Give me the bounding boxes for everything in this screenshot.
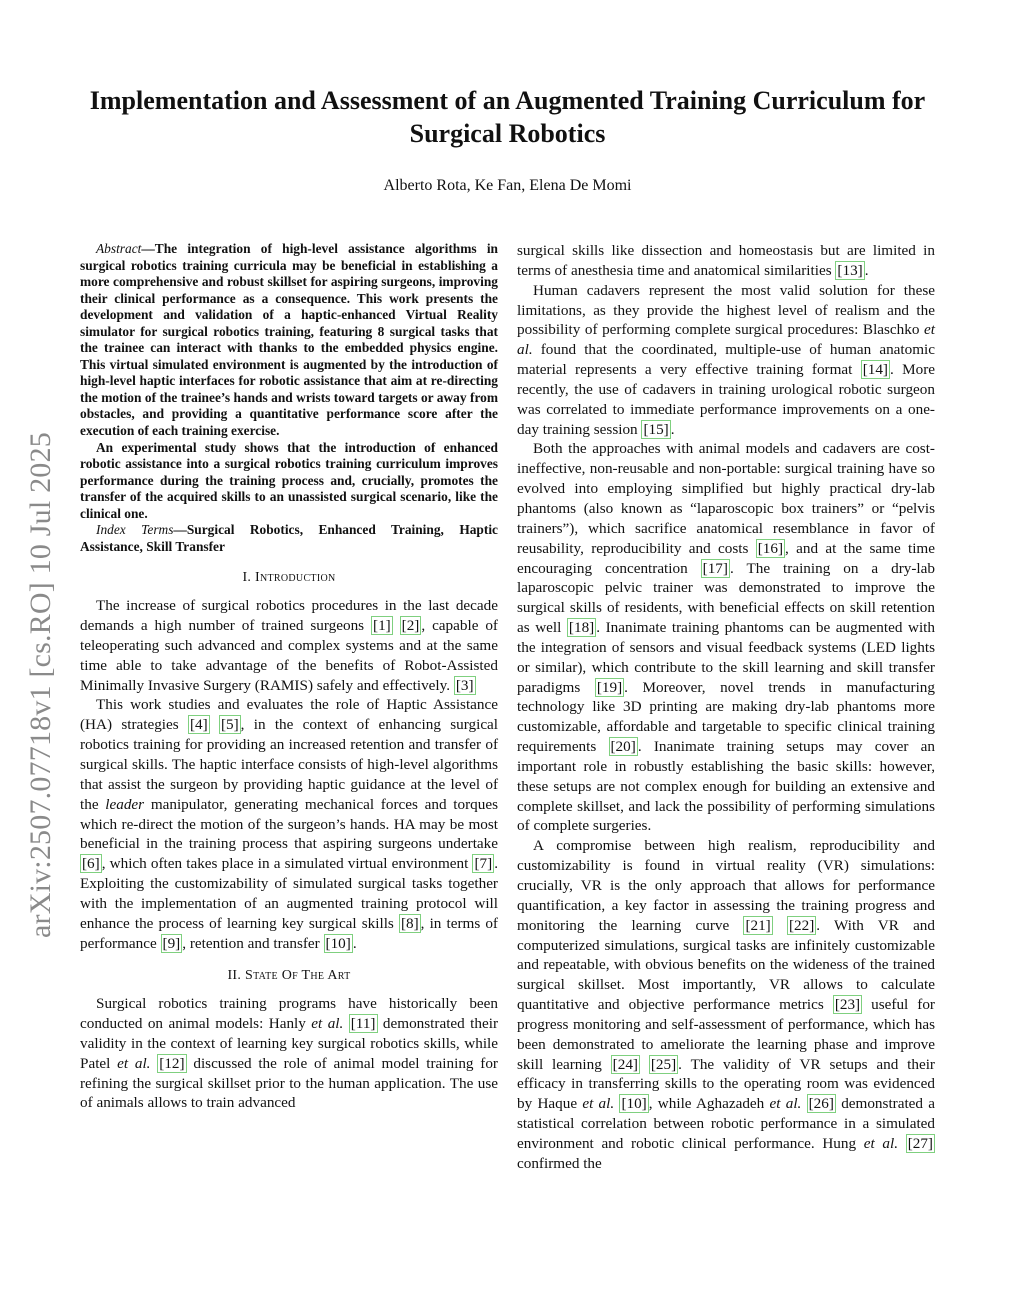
citation-link[interactable]: [10] [621,1095,647,1113]
citation-link[interactable]: [2] [401,617,420,635]
abstract [80,241,498,555]
intro-paragraph-2: This work studies and evaluates the role of Haptic Assistance (HA) strategies [4] [5] , in the context of enhancing surgical robotics training for providing an increased retention and transfer of surgical skills. The haptic interface consists of high-level algorithms that assist the surgeon by providing haptic guidance at the level of the leader manipulator, generating mechanical forces and torques which re-direct the motion of the surgeon’s hands. HA may be most beneficial in the training process that aspiring surgeons undertake [6] , which often takes place in a simulated virtual environment [7] . Exploiting the customizability of simulated surgical tasks together with the implementation of an augmented training protocol will enhance the process of learning key surgical skills [8] , in terms of performance [9] , retention and transfer [10] . [80,696,499,952]
sota-paragraph-4: A compromise between high realism, reproducibility and customizability is found in virtual reality (VR) simulations: crucially, VR is the only approach that allows for performance quantification, a key factor in assessing the training progress and monitoring the learning curve [21] [22] . With VR and computerized simulations, surgical tasks are infinitely customizable and repeatable, with obvious benefits on the wideness of the trained surgical skillset. Most importantly, VR allows to calculate quantitative and objective performance metrics [23] useful for progress monitoring and self-assessment of performance, which has been demonstrated to ameliorate the learning phase and improve skill learning [24] [25] . The validity of VR setups and their efficacy in transferring skills to the operating room was evidenced by Haque et al. [10] , while Aghazadeh et al. [26] demonstrated a statistical correlation between robotic performance in a simulated environment and robotic clinical performance. Hung et al. [27] confirmed the [517,837,936,1172]
citation-link[interactable]: [19] [596,678,623,696]
citation-link[interactable]: [6] [82,855,100,873]
citation-link[interactable]: [4] [189,716,208,734]
citation-link[interactable]: [1] [373,617,391,635]
left-column [80,241,498,1113]
citation-link[interactable]: [18] [568,619,595,637]
citation-link[interactable]: [24] [612,1055,638,1073]
citation-link[interactable]: [5] [220,716,239,734]
citation-link[interactable]: [15] [643,420,669,438]
section-heading-state-of-the-art: II. State Of The Art [227,968,351,984]
paper-authors: Alberto Rota, Ke Fan, Elena De Momi [383,177,632,194]
abstract-text: —The integration of high-level assistance algorithms in surgical robotics training curricula may be beneficial in establishing a more comprehensive and robust skillset for aspiring surgeons, improving their clinical performance as a consequence. This work presents the development and validation of a haptic-enhanced Virtual Reality simulator for surgical robotics training, featuring 8 surgical tasks that the trainee can interact with thanks to the embedded physics engine. This virtual simulated environment is augmented by the introduction of high-level haptic interfaces for robotic assistance that aim at re-directing the motion of the trainee’s hands and wrists toward targets or away from obstacles, and providing a quantitative performance score after the execution of each training exercise. [80,241,498,439]
citation-link[interactable]: [26] [808,1095,834,1113]
citation-link[interactable]: [8] [400,914,419,932]
citation-link[interactable]: [14] [862,361,888,379]
citation-link[interactable]: [23] [834,996,861,1014]
arxiv-identifier: arXiv:2507.07718v1 [cs.RO] 10 Jul 2025 [24,432,57,938]
citation-link[interactable]: [10] [325,934,351,952]
citation-link[interactable]: [12] [159,1054,185,1072]
citation-link[interactable]: [11] [350,1015,376,1033]
citation-link[interactable]: [7] [474,855,493,873]
citation-link[interactable]: [27] [907,1134,933,1152]
intro-paragraph-1: The increase of surgical robotics procedures in the last decade demands a high number of trained surgeons [1] [2] , capable of teleoperating such advanced and complex systems and at the same time able to take advantage of the benefits of Robot-Assisted Minimally Invasive Surgery (RAMIS) safely and effectively. [3] [80,597,498,694]
sota-paragraph-2: Human cadavers represent the most valid solution for these limitations, as they provide the highest level of realism and the possibility of performing complete surgical procedures: Blaschko et al. found that the coordinated, multiple-use of human anatomic material represents a very effective training format [14] . More recently, the use of cadavers in training urological robotic surgeon was correlated to immediate performance improvements on a one-day training session [15] . [517,281,935,438]
citation-link[interactable]: [3] [455,676,474,694]
index-terms-text: —Surgical Robotics, Enhanced Training, Haptic Assistance, Skill Transfer [80,522,499,554]
citation-link[interactable]: [20] [610,738,636,756]
abstract-text-2: An experimental study shows that the introduction of enhanced robotic assistance into a surgical robotics training curriculum improves performance during the training process and, crucially, promotes the transfer of the acquired skills to an unassisted surgical scenario, like the clinical one. [80,439,498,521]
index-terms-label: Index Terms [96,522,174,538]
citation-link[interactable]: [22] [788,916,815,934]
sota-paragraph-1: Surgical robotics training programs have historically been conducted on animal models: Hanly et al. [11] demonstrated their validity in the context of learning key surgical robotics skills, while Patel et al. [12] discussed the role of animal model training for refining the surgical skillset prior to the human application. The use of animals allows to train advanced [80,995,499,1112]
right-column [517,241,935,1174]
citation-link[interactable]: [25] [650,1055,677,1073]
citation-link[interactable]: [16] [757,539,784,557]
paper-title: Implementation and Assessment of an Augmented Training Curriculum for Surgical Robotics [89,86,926,148]
sota-paragraph-3: Both the approaches with animal models and cadavers are cost-ineffective, non-reusable and non-portable: surgical training have so evolved into employing simplified but highly practical dry-lab phantoms (also known as “laparoscopic box trainers” or “pelvis trainers”), which sacrifice anatomical resemblance in favor of reusability, reproducibility and costs [16] , and at the same time encouraging concentration [17] . The training on a dry-lab laparoscopic pelvic trainer was demonstrated to improve the surgical skills of residents, with beneficial effects on skill retention as well [18] . Inanimate training phantoms can be augmented with the integration of sensors and visual feedback systems (LED lights or similar), which contribute to the skill learning and skill transfer paradigms [19] . Moreover, novel trends in manufacturing technology like 3D printing are making dry-lab phantoms more customizable, affordable and targetable to specific clinical training requirements [20] . Inanimate training setups may cover an important role in robustly establishing the basic skills: however, these setups are not complex enough for building an extensive and complete skillset, and lack the possibility of performing simulations of complete surgeries. [517,440,935,835]
abstract-label: Abstract [96,241,142,256]
section-heading-introduction: I. Introduction [242,570,336,586]
citation-link[interactable]: [21] [745,916,771,934]
sota-paragraph-1-cont: surgical skills like dissection and homeostasis but are limited in terms of anesthesia time and anatomical similarities [13] . [517,242,935,279]
citation-link[interactable]: [9] [162,934,181,952]
citation-link[interactable]: [17] [702,559,728,577]
citation-link[interactable]: [13] [837,261,863,279]
